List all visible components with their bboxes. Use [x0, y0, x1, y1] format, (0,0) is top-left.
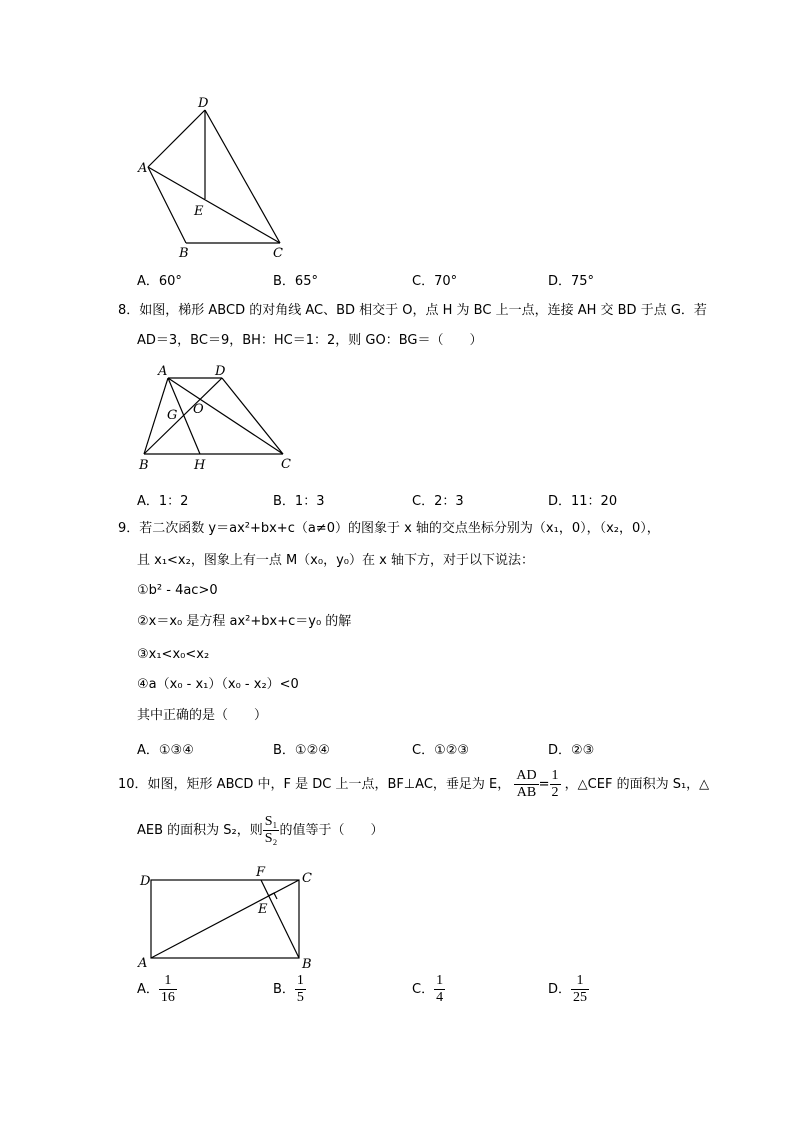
q9-option-c: C．①②③: [412, 743, 470, 758]
q8-option-d: D．11：20: [548, 494, 618, 509]
q8-label-g: G: [167, 408, 178, 423]
q10-option-b-letter: B．: [273, 982, 295, 997]
q8-option-c: C．2：3: [412, 494, 464, 509]
q10-text-pre: 10．如图，矩形 ABCD 中，F 是 DC 上一点，BF⊥AC，垂足为 E，: [118, 777, 511, 792]
q9-statement-3: ③x₁<x₀<x₂: [137, 647, 210, 662]
q10-option-c: [412, 973, 445, 1006]
q10-option-d-numerator: 1: [571, 973, 589, 990]
q9-statement-4: ④a（x₀ - x₁）（x₀ - x₂）<0: [137, 677, 299, 692]
q10-ratio-numerator: AD: [516, 768, 537, 783]
q10-option-c-denominator: 4: [436, 990, 444, 1005]
q7-label-d: D: [198, 96, 209, 111]
q10-text-post: ，△CEF 的面积为 S₁，△: [564, 777, 710, 792]
q9-option-d: D．②③: [548, 743, 595, 758]
q10-half-denominator: 2: [551, 785, 559, 800]
q7-edge-dc: [205, 110, 280, 243]
q9-ask: 其中正确的是（ ）: [137, 708, 268, 723]
q10-option-d-letter: D．: [548, 982, 572, 997]
q9-option-b: B．①②④: [273, 743, 330, 758]
q7-label-c: C: [273, 246, 283, 261]
q8-diag-ac: [168, 378, 283, 454]
q8-label-c: C: [281, 457, 291, 472]
q10-line2-post: 的值等于（ ）: [279, 823, 384, 838]
q10-diag-ac: [151, 880, 299, 958]
q8-edge-dc: [222, 378, 283, 454]
q9-question-line2: 且 x₁<x₂，图象上有一点 M（x₀，y₀）在 x 轴下方，对于以下说法：: [137, 553, 534, 568]
q10-question-line2: [137, 814, 383, 847]
q7-option-b: B．65°: [273, 274, 318, 289]
q10-option-b-denominator: 5: [296, 990, 304, 1005]
q10-ratio-denominator: AB: [516, 785, 537, 800]
q10-option-d: [548, 973, 589, 1006]
q10-option-b-numerator: 1: [296, 973, 304, 988]
q8-question-line1: 8．如图，梯形 ABCD 的对角线 AC、BD 相交于 O，点 H 为 BC 上一点，连接 AH 交 BD 于点 G．若: [118, 303, 707, 318]
q7-option-c: C．70°: [412, 274, 458, 289]
q8-label-d: D: [215, 364, 226, 379]
q8-question-line2: AD＝3，BC＝9，BH：HC＝1：2，则 GO：BG＝（ ）: [137, 333, 483, 348]
q8-figure: [130, 360, 300, 475]
q10-s-numerator: S₁: [264, 814, 278, 829]
q10-option-c-letter: C．: [412, 982, 435, 997]
q10-option-d-denominator: 25: [573, 990, 588, 1005]
q8-label-a: A: [158, 364, 168, 379]
q8-label-b: B: [139, 458, 149, 473]
q7-edge-ad: [148, 110, 205, 167]
q10-s-fraction: [263, 814, 280, 847]
q7-label-b: B: [179, 246, 189, 261]
q10-label-b: B: [302, 957, 312, 972]
q8-option-b: B．1：3: [273, 494, 325, 509]
q10-label-d: D: [140, 874, 151, 889]
q10-half-numerator: 1: [551, 768, 559, 783]
q8-option-a: A．1：2: [137, 494, 189, 509]
q10-option-a-numerator: 1: [159, 973, 177, 990]
q10-option-a-denominator: 16: [160, 990, 175, 1005]
q10-label-c: C: [302, 871, 312, 886]
q7-option-a: A．60°: [137, 274, 182, 289]
q10-option-c-numerator: 1: [436, 973, 444, 988]
q10-label-a: A: [138, 956, 148, 971]
q7-label-a: A: [138, 161, 148, 176]
q7-label-e: E: [194, 204, 204, 219]
q10-option-a-letter: A．: [137, 982, 159, 997]
q10-s-denominator: S₂: [264, 831, 278, 846]
q10-line2-pre: AEB 的面积为 S₂，则: [137, 823, 263, 838]
q7-edge-ac: [148, 167, 280, 243]
q10-question-line1: [118, 768, 709, 801]
q10-option-a: [137, 973, 177, 1006]
q9-question-line1: 9．若二次函数 y＝ax²+bx+c（a≠0）的图象于 x 轴的交点坐标分别为（x₁，0），（x₂，0），: [118, 521, 660, 536]
q10-label-f: F: [256, 865, 266, 880]
q10-option-b: [273, 973, 306, 1006]
q10-equals: =: [538, 777, 550, 792]
q10-ratio-fraction: [514, 768, 538, 801]
q10-figure: [130, 862, 320, 974]
q10-segment-bf: [261, 880, 299, 958]
q8-label-o: O: [193, 402, 204, 417]
q9-statement-1: ①b² - 4ac>0: [137, 583, 218, 598]
q10-label-e: E: [258, 902, 268, 917]
q9-statement-2: ②x＝x₀ 是方程 ax²+bx+c＝y₀ 的解: [137, 614, 352, 629]
q9-option-a: A．①③④: [137, 743, 194, 758]
q8-label-h: H: [194, 458, 206, 473]
q7-option-d: D．75°: [548, 274, 595, 289]
q7-figure: [130, 92, 300, 262]
q10-half-fraction: [550, 768, 561, 801]
